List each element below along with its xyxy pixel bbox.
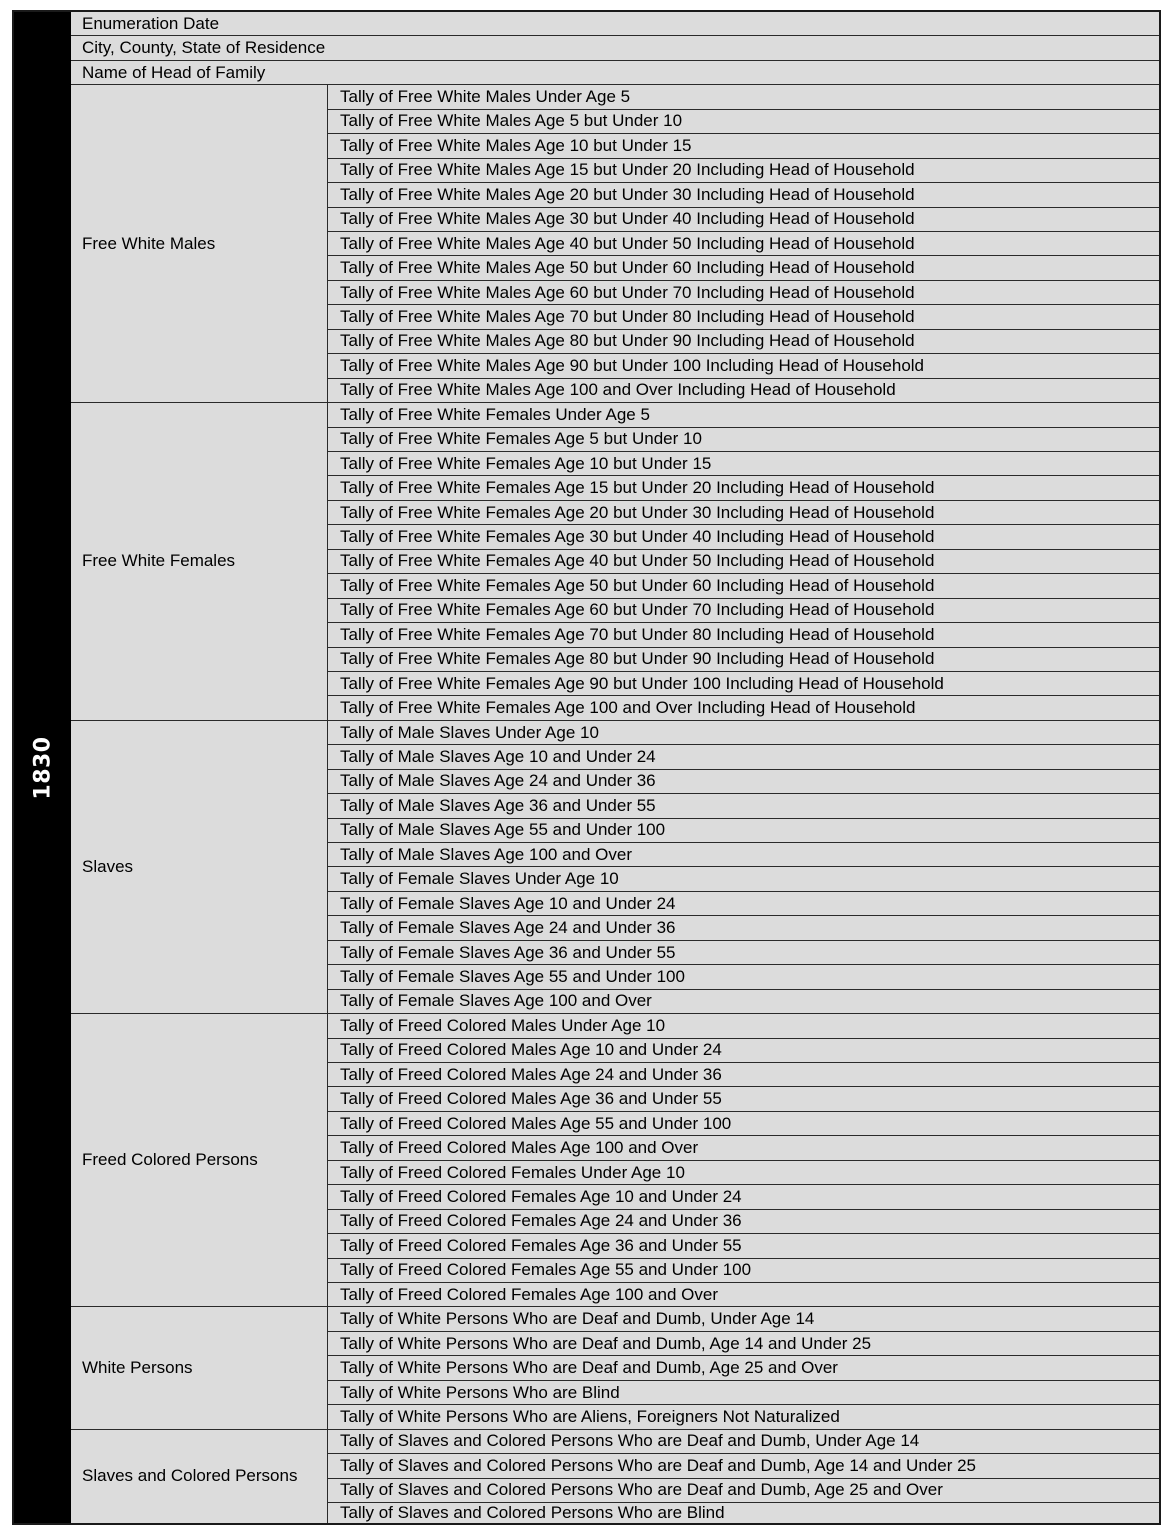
tally-row: Tally of Free White Females Age 50 but Under 60 Including Head of Household	[328, 574, 1159, 598]
category-cell: Free White Females	[71, 403, 328, 721]
tally-row: Tally of Freed Colored Females Age 24 and Under 36	[328, 1210, 1159, 1234]
tally-row: Tally of Free White Females Age 10 but Under 15	[328, 452, 1159, 476]
tally-row: Tally of Free White Females Age 60 but Under 70 Including Head of Household	[328, 599, 1159, 623]
category-cell: Freed Colored Persons	[71, 1014, 328, 1307]
tally-row: Tally of Male Slaves Under Age 10	[328, 721, 1159, 745]
tally-row: Tally of Male Slaves Age 10 and Under 24	[328, 745, 1159, 769]
tally-row: Tally of White Persons Who are Blind	[328, 1381, 1159, 1405]
tally-row: Tally of Free White Females Age 90 but Under 100 Including Head of Household	[328, 672, 1159, 696]
tally-row: Tally of Free White Females Age 100 and Over Including Head of Household	[328, 696, 1159, 720]
tally-row: Tally of Female Slaves Under Age 10	[328, 867, 1159, 891]
tally-row: Tally of Free White Males Age 30 but Under 40 Including Head of Household	[328, 208, 1159, 232]
tally-row: Tally of Free White Females Under Age 5	[328, 403, 1159, 427]
tally-row: Tally of Female Slaves Age 10 and Under 24	[328, 892, 1159, 916]
tally-row: Tally of Freed Colored Females Age 100 and Over	[328, 1283, 1159, 1307]
tally-row: Tally of Slaves and Colored Persons Who are Deaf and Dumb, Age 25 and Over	[328, 1479, 1159, 1503]
tally-row: Tally of Free White Females Age 70 but Under 80 Including Head of Household	[328, 623, 1159, 647]
tally-row: Tally of Free White Females Age 40 but Under 50 Including Head of Household	[328, 550, 1159, 574]
schedule-grid	[71, 12, 1159, 1523]
tally-row: Tally of White Persons Who are Deaf and Dumb, Age 25 and Over	[328, 1356, 1159, 1380]
header-row: City, County, State of Residence	[71, 36, 1159, 60]
category-cell: Slaves and Colored Persons	[71, 1430, 328, 1523]
census-year: 1830	[30, 735, 55, 800]
tally-row: Tally of Slaves and Colored Persons Who are Deaf and Dumb, Under Age 14	[328, 1430, 1159, 1454]
tally-row: Tally of Freed Colored Females Age 10 and Under 24	[328, 1185, 1159, 1209]
tally-row: Tally of Free White Males Age 90 but Under 100 Including Head of Household	[328, 354, 1159, 378]
tally-row: Tally of Female Slaves Age 36 and Under 55	[328, 941, 1159, 965]
tally-row: Tally of Free White Males Age 100 and Over Including Head of Household	[328, 379, 1159, 403]
census-schedule-table	[12, 10, 1161, 1525]
tally-row: Tally of Slaves and Colored Persons Who are Blind	[328, 1503, 1159, 1523]
tally-row: Tally of Free White Males Age 10 but Under 15	[328, 134, 1159, 158]
tally-row: Tally of White Persons Who are Deaf and Dumb, Age 14 and Under 25	[328, 1332, 1159, 1356]
tally-row: Tally of Free White Males Age 5 but Under 10	[328, 110, 1159, 134]
tally-row: Tally of Freed Colored Males Age 55 and Under 100	[328, 1112, 1159, 1136]
tally-row: Tally of White Persons Who are Aliens, Foreigners Not Naturalized	[328, 1405, 1159, 1429]
tally-row: Tally of Male Slaves Age 55 and Under 100	[328, 819, 1159, 843]
header-row: Enumeration Date	[71, 12, 1159, 36]
tally-row: Tally of Female Slaves Age 100 and Over	[328, 990, 1159, 1014]
tally-row: Tally of Free White Males Age 60 but Under 70 Including Head of Household	[328, 281, 1159, 305]
category-cell: Slaves	[71, 721, 328, 1014]
tally-row: Tally of Freed Colored Males Age 100 and Over	[328, 1136, 1159, 1160]
header-row: Name of Head of Family	[71, 61, 1159, 85]
tally-row: Tally of Freed Colored Females Age 55 and Under 100	[328, 1259, 1159, 1283]
tally-row: Tally of Free White Females Age 5 but Under 10	[328, 428, 1159, 452]
tally-row: Tally of Free White Males Age 40 but Under 50 Including Head of Household	[328, 232, 1159, 256]
tally-row: Tally of Slaves and Colored Persons Who are Deaf and Dumb, Age 14 and Under 25	[328, 1454, 1159, 1478]
tally-row: Tally of Free White Males Age 15 but Under 20 Including Head of Household	[328, 159, 1159, 183]
tally-row: Tally of White Persons Who are Deaf and Dumb, Under Age 14	[328, 1307, 1159, 1331]
tally-row: Tally of Freed Colored Females Under Age 10	[328, 1161, 1159, 1185]
tally-row: Tally of Free White Females Age 15 but Under 20 Including Head of Household	[328, 476, 1159, 500]
tally-row: Tally of Free White Males Under Age 5	[328, 85, 1159, 109]
tally-row: Tally of Male Slaves Age 100 and Over	[328, 843, 1159, 867]
tally-row: Tally of Free White Females Age 20 but Under 30 Including Head of Household	[328, 501, 1159, 525]
tally-row: Tally of Freed Colored Females Age 36 and Under 55	[328, 1234, 1159, 1258]
tally-row: Tally of Freed Colored Males Age 24 and Under 36	[328, 1063, 1159, 1087]
tally-row: Tally of Female Slaves Age 55 and Under 100	[328, 965, 1159, 989]
tally-row: Tally of Free White Males Age 50 but Under 60 Including Head of Household	[328, 256, 1159, 280]
tally-row: Tally of Male Slaves Age 24 and Under 36	[328, 770, 1159, 794]
category-cell: Free White Males	[71, 85, 328, 403]
tally-row: Tally of Free White Females Age 30 but Under 40 Including Head of Household	[328, 525, 1159, 549]
tally-row: Tally of Male Slaves Age 36 and Under 55	[328, 794, 1159, 818]
tally-row: Tally of Free White Males Age 20 but Under 30 Including Head of Household	[328, 183, 1159, 207]
tally-row: Tally of Freed Colored Males Under Age 10	[328, 1014, 1159, 1038]
tally-row: Tally of Freed Colored Males Age 36 and Under 55	[328, 1087, 1159, 1111]
tally-row: Tally of Free White Females Age 80 but Under 90 Including Head of Household	[328, 648, 1159, 672]
tally-row: Tally of Freed Colored Males Age 10 and Under 24	[328, 1039, 1159, 1063]
category-cell: White Persons	[71, 1307, 328, 1429]
tally-row: Tally of Free White Males Age 70 but Under 80 Including Head of Household	[328, 305, 1159, 329]
year-band	[14, 12, 71, 1523]
tally-row: Tally of Female Slaves Age 24 and Under 36	[328, 916, 1159, 940]
tally-row: Tally of Free White Males Age 80 but Under 90 Including Head of Household	[328, 330, 1159, 354]
